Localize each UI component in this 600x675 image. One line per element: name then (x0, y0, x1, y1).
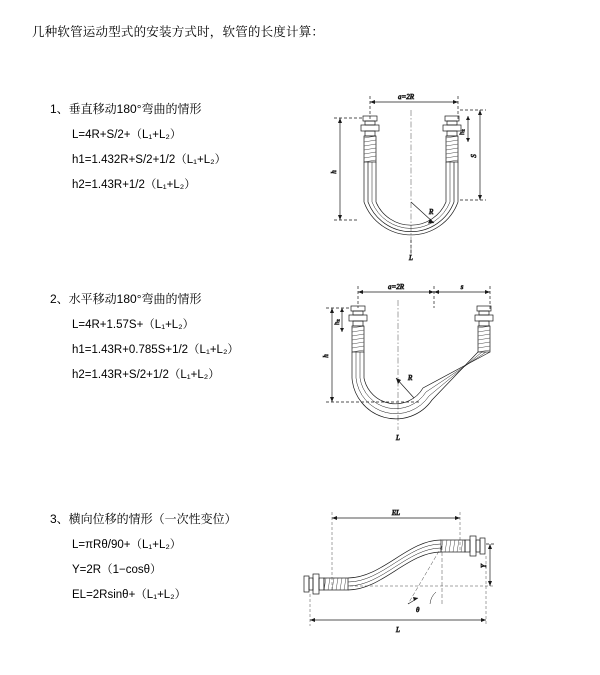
svg-text:L: L (396, 434, 400, 442)
svg-text:S: S (470, 154, 478, 158)
svg-text:a=2R: a=2R (398, 93, 414, 101)
section-1-formula-2: h1=1.432R+S/2+1/2（L₁+L₂） (72, 154, 227, 166)
section-3-formula-2: Y=2R（1−cosθ） (72, 564, 162, 576)
svg-text:θ: θ (416, 606, 420, 614)
section-lateral-offset (0, 510, 600, 660)
lateral-offset-diagram (290, 500, 500, 640)
svg-text:EL: EL (391, 509, 401, 517)
svg-text:R: R (408, 374, 413, 382)
section-1-text (50, 100, 300, 201)
section-3-text (50, 510, 300, 611)
svg-text:h₂: h₂ (335, 319, 341, 325)
section-3-title: 3、横向位移的情形（一次性变位） (50, 512, 237, 526)
section-3-formula-3: EL=2Rsinθ+（L₁+L₂） (72, 589, 187, 601)
horizontal-180-bend-diagram (310, 270, 510, 460)
vertical-180-bend-diagram (310, 80, 500, 280)
svg-text:s: s (460, 283, 464, 291)
section-2-formula-3: h2=1.43R+S/2+1/2（L₁+L₂） (72, 369, 220, 381)
section-1-formula-3: h2=1.43R+1/2（L₁+L₂） (72, 179, 196, 191)
svg-text:h₂: h₂ (460, 129, 466, 135)
section-2-title: 2、水平移动180°弯曲的情形 (50, 292, 202, 306)
svg-text:L: L (409, 254, 413, 262)
section-horizontal-180 (0, 283, 600, 460)
page-title: 几种软管运动型式的安装方式时，软管的长度计算： (32, 25, 325, 39)
svg-text:Y: Y (480, 564, 488, 568)
section-1-title: 1、垂直移动180°弯曲的情形 (50, 102, 202, 116)
svg-text:L: L (396, 626, 400, 634)
section-2-formula-1: L=4R+1.57S+（L₁+L₂） (72, 319, 195, 331)
section-2-formula-2: h1=1.43R+0.785S+1/2（L₁+L₂） (72, 344, 239, 356)
svg-text:a=2R: a=2R (388, 283, 404, 291)
svg-text:h: h (330, 170, 338, 174)
svg-text:R: R (429, 208, 434, 216)
section-2-text (50, 290, 300, 391)
section-1-formula-1: L=4R+S/2+（L₁+L₂） (72, 129, 182, 141)
svg-text:h: h (322, 354, 330, 358)
section-3-formula-1: L=πRθ/90+（L₁+L₂） (72, 539, 182, 551)
section-vertical-180 (0, 93, 600, 270)
